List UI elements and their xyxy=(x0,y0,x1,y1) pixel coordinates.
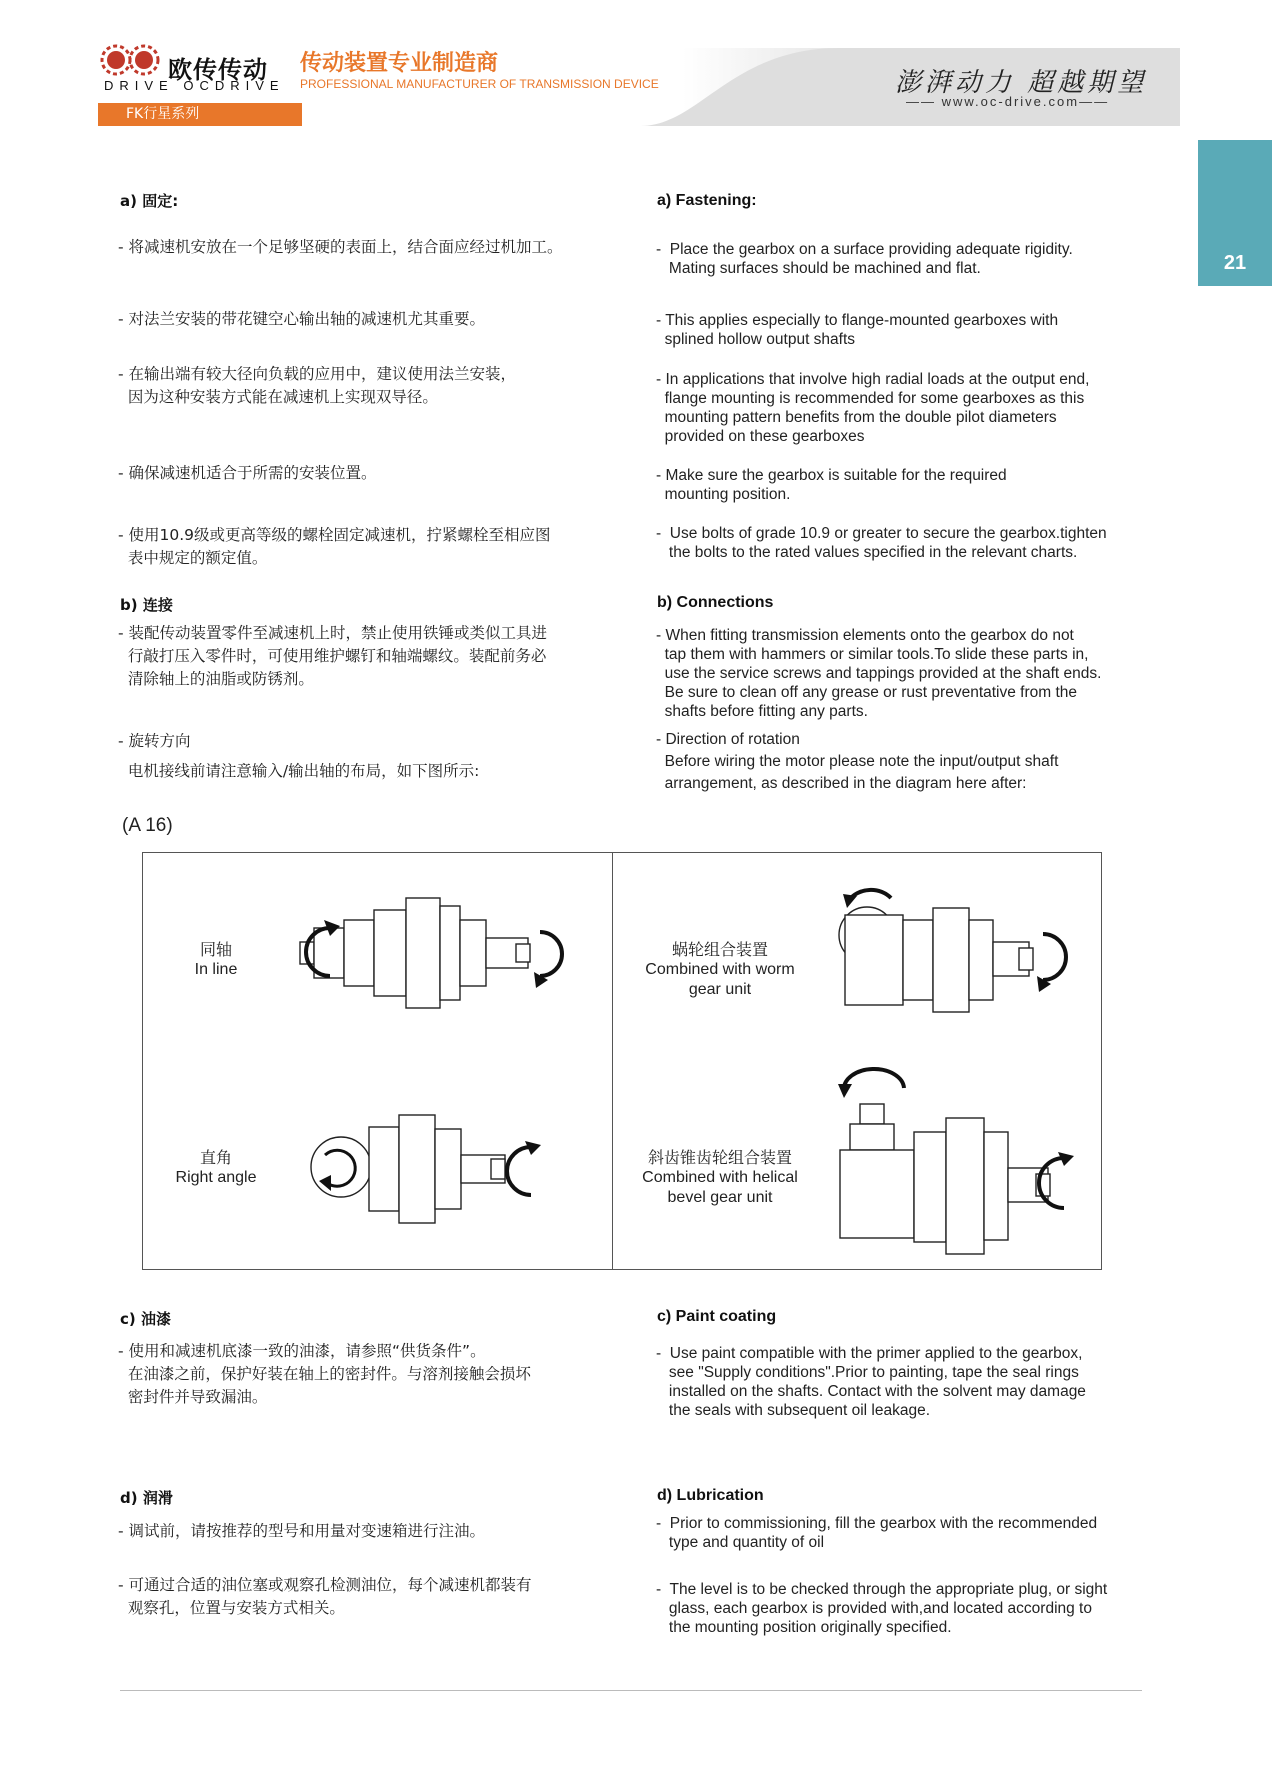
page-number: 21 xyxy=(1223,252,1247,274)
lubrication-item-1-en: - Prior to commissioning, fill the gearbox with the recommended type and quantity of oil xyxy=(656,1515,1098,1551)
website: —— www.oc-drive.com—— xyxy=(906,94,1110,109)
connections-item-1-cn: - 装配传动装置零件至减速机上时，禁止使用铁锤或类似工具进 行敲打压入零件时，可使用维护螺钉和轴端螺纹。装配前务必 清除轴上的油脂或防锈剂。 xyxy=(118,624,548,688)
figure-caption-worm xyxy=(620,940,820,1000)
fastening-item-5-en: - Use bolts of grade 10.9 or greater to secure the gearbox.tighten the bolts to the rated values specified in the relevant charts. xyxy=(656,525,1107,561)
paint-heading-cn: c) 油漆 xyxy=(120,1310,171,1328)
fastening-item-1-en: - Place the gearbox on a surface providing adequate rigidity. Mating surfaces should be machined and flat. xyxy=(656,241,1073,277)
fastening-heading-en: a) Fastening: xyxy=(657,192,757,209)
paint-heading-en: c) Paint coating xyxy=(657,1308,777,1325)
figure-caption-inline xyxy=(160,940,272,980)
connections-heading-en: b) Connections xyxy=(657,594,774,611)
tagline-cn: 传动装置专业制造商 xyxy=(300,51,499,76)
logo-text-en: DRIVE OCDRIVE xyxy=(104,78,285,93)
caption-worm-cn: 蜗轮组合装置 xyxy=(671,940,768,959)
series-tag: FK行星系列 xyxy=(98,103,302,126)
helical-bevel-gearbox-drawing xyxy=(830,1070,1090,1260)
connections-item-1-en: - When fitting transmission elements onto the gearbox do not tap them with hammers or similar tools.To slide these parts in, use the service screws and tappings provided at the shaft ends. Be sure to clean off any grease or rust preventative from the shafts before fitting any parts. xyxy=(656,627,1102,720)
connections-item-2-en: - Direction of rotation Before wiring the motor please note the input/output shaft arrangement, as described in the diagram here after: xyxy=(656,731,1059,792)
fastening-item-2-cn: - 对法兰安装的带花键空心输出轴的减速机尤其重要。 xyxy=(118,310,486,328)
tagline-en: PROFESSIONAL MANUFACTURER OF TRANSMISSION DEVICE xyxy=(300,77,659,91)
fastening-item-3-cn: - 在输出端有较大径向负载的应用中，建议使用法兰安装， 因为这种安装方式能在减速机上实现双导径。 xyxy=(118,365,517,406)
caption-helical-bevel-en: Combined with helical bevel gear unit xyxy=(642,1169,798,1206)
lubrication-heading-en: d) Lubrication xyxy=(657,1487,764,1504)
logo-text-cn: 欧传传动 xyxy=(168,56,268,84)
figure-caption-right-angle xyxy=(160,1148,272,1188)
caption-worm-en: Combined with worm gear unit xyxy=(645,961,795,998)
slogan: 澎湃动力 超越期望 xyxy=(895,68,1148,98)
caption-right-angle-en: Right angle xyxy=(175,1169,257,1186)
paint-item-1-cn: - 使用和减速机底漆一致的油漆，请参照“供货条件”。 在油漆之前，保护好装在轴上的密封件。与溶剂接触会损坏 密封件并导致漏油。 xyxy=(118,1342,531,1406)
right-angle-gearbox-drawing xyxy=(305,1095,585,1235)
figure-divider xyxy=(612,852,613,1270)
fastening-item-4-cn: - 确保减速机适合于所需的安装位置。 xyxy=(118,464,377,482)
lubrication-item-2-en: - The level is to be checked through the appropriate plug, or sight glass, each gearbox is provided with,and located according to the mounting position originally specified. xyxy=(656,1581,1108,1636)
figure-caption-helical-bevel xyxy=(620,1148,820,1208)
fastening-heading-cn: a) 固定: xyxy=(120,192,179,210)
paint-item-1-en: - Use paint compatible with the primer applied to the gearbox, see "Supply conditions".Prior to painting, tape the seal rings installed on the shafts. Contact with the solvent may damage the seals with subsequent oil leakage. xyxy=(656,1345,1086,1419)
footer-rule xyxy=(120,1690,1142,1691)
lubrication-item-2-cn: - 可通过合适的油位塞或观察孔检测油位，每个减速机都装有 观察孔，位置与安装方式相关。 xyxy=(118,1576,532,1617)
caption-helical-bevel-cn: 斜齿锥齿轮组合装置 xyxy=(647,1148,792,1167)
caption-inline-en: In line xyxy=(194,961,238,978)
fastening-item-2-en: - This applies especially to flange-mounted gearboxes with splined hollow output shafts xyxy=(656,312,1059,348)
connections-heading-cn: b) 连接 xyxy=(120,596,173,614)
fastening-item-1-cn: - 将减速机安放在一个足够坚硬的表面上，结合面应经过机加工。 xyxy=(118,238,563,256)
fastening-item-3-en: - In applications that involve high radial loads at the output end, flange mounting is recommended for some gearboxes as this mounting pattern benefits from the double pilot diameters provided on these gearboxes xyxy=(656,371,1090,445)
lubrication-heading-cn: d) 润滑 xyxy=(120,1489,173,1507)
inline-gearbox-drawing xyxy=(290,880,570,1020)
caption-inline-cn: 同轴 xyxy=(199,940,232,959)
connections-item-2-cn: - 旋转方向 电机接线前请注意输入/输出轴的布局，如下图所示: xyxy=(118,732,480,780)
caption-right-angle-cn: 直角 xyxy=(199,1148,232,1167)
fastening-item-5-cn: - 使用10.9级或更高等级的螺栓固定减速机，拧紧螺栓至相应图 表中规定的额定值。 xyxy=(118,526,551,567)
lubrication-item-1-cn: - 调试前，请按推荐的型号和用量对变速箱进行注油。 xyxy=(118,1522,486,1540)
fastening-item-4-en: - Make sure the gearbox is suitable for the required mounting position. xyxy=(656,467,1007,503)
worm-gearbox-drawing xyxy=(835,880,1095,1020)
figure-label: (A 16) xyxy=(122,815,173,836)
